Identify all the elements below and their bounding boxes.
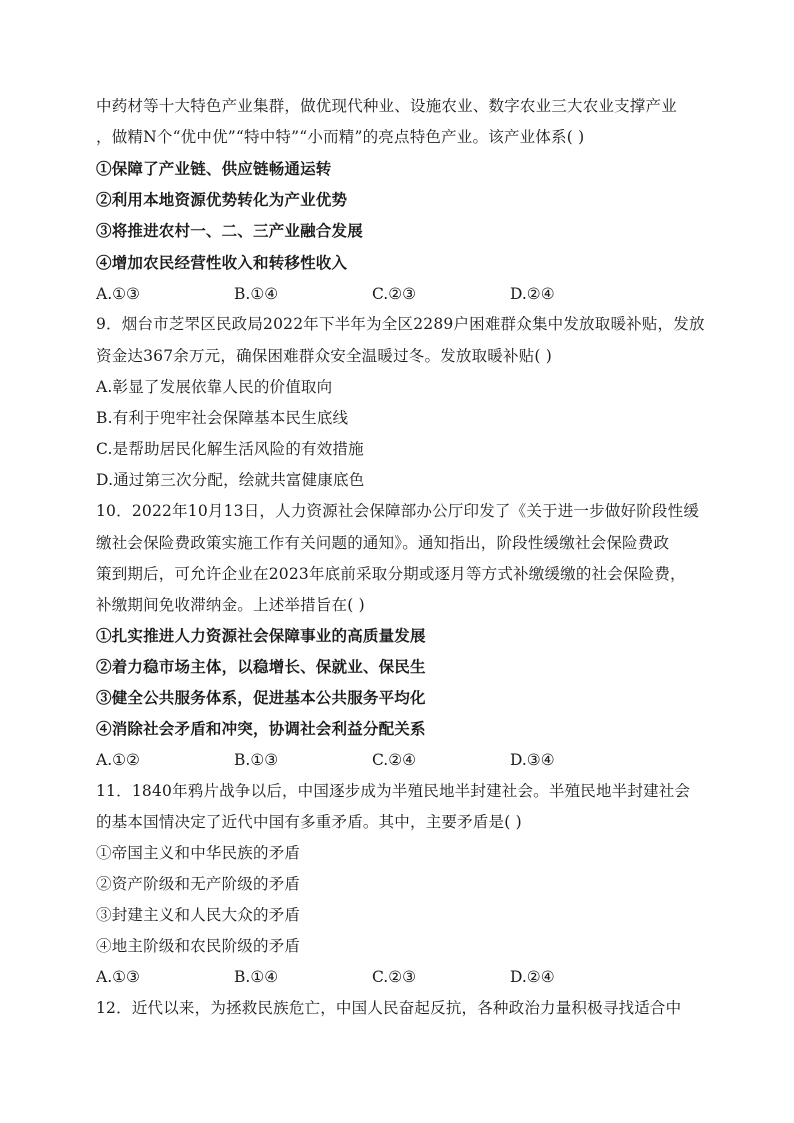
q8-option-d[interactable]: D.②④ [510,285,555,303]
q9-choice-d[interactable]: D.通过第三次分配，绘就共富健康底色 [96,471,365,489]
q10-option-b[interactable]: B.①③ [234,751,279,769]
q10-stem-line-2: 缴社会保险费政策实施工作有关问题的通知》。通知指出，阶段性缓缴社会保险费政 [96,534,670,552]
q8-options [96,284,696,304]
q8-statement-1: ①保障了产业链、供应链畅通运转 [96,159,332,178]
q10-stem-line-4: 补缴期间免收滞纳金。上述举措旨在( ) [96,596,365,614]
q11-option-b[interactable]: B.①④ [234,968,279,986]
q11-stem-line-2: 的基本国情决定了近代中国有多重矛盾。其中，主要矛盾是( ) [96,813,522,831]
q8-stem-line-2: ，做精N个“优中优”“特中特”“小而精”的亮点特色产业。该产业体系( ) [96,128,585,146]
q11-options [96,967,696,987]
q10-statement-3: ③健全公共服务体系，促进基本公共服务平均化 [96,688,426,707]
q8-stem-line-1: 中药材等十大特色产业集群，做优现代种业、设施农业、数字农业三大农业支撑产业 [96,97,677,115]
q11-option-c[interactable]: C.②③ [372,968,417,986]
q8-option-c[interactable]: C.②③ [372,285,417,303]
q11-option-a[interactable]: A.①③ [96,968,140,986]
q10-stem-line-1: 10．2022年10月13日，人力资源社会保障部办公厅印发了《关于进一步做好阶段性缓 [96,502,700,520]
q11-stem-line-1: 11．1840年鸦片战争以后，中国逐步成为半殖民地半封建社会。半殖民地半封建社会 [96,782,691,800]
q9-choice-a[interactable]: A.彰显了发展依靠人民的价值取向 [96,378,333,396]
q10-option-c[interactable]: C.②④ [372,751,417,769]
q10-option-a[interactable]: A.①② [96,751,140,769]
q10-statement-4: ④消除社会矛盾和冲突，协调社会利益分配关系 [96,719,426,738]
q8-statement-3: ③将推进农村一、二、三产业融合发展 [96,221,363,240]
q9-stem-line-1: 9．烟台市芝罘区民政局2022年下半年为全区2289户困难群众集中发放取暖补贴，发放 [96,315,705,333]
q9-stem-line-2: 资金达367余万元，确保困难群众安全温暖过冬。发放取暖补贴( ) [96,347,553,365]
q10-option-d[interactable]: D.③④ [510,751,555,769]
q9-choice-b[interactable]: B.有利于兜牢社会保障基本民生底线 [96,409,349,427]
q8-option-b[interactable]: B.①④ [234,285,279,303]
q11-statement-3: ③封建主义和人民大众的矛盾 [96,906,301,924]
q11-option-d[interactable]: D.②④ [510,968,555,986]
q8-statement-2: ②利用本地资源优势转化为产业优势 [96,190,348,209]
q9-choice-c[interactable]: C.是帮助居民化解生活风险的有效措施 [96,440,364,458]
q11-statement-4: ④地主阶级和农民阶级的矛盾 [96,937,301,955]
q10-stem-line-3: 策到期后，可允许企业在2023年底前采取分期或逐月等方式补缴缓缴的社会保险费， [96,565,686,583]
q10-statement-2: ②着力稳市场主体，以稳增长、保就业、保民生 [96,657,426,676]
q10-statement-1: ①扎实推进人力资源社会保障事业的高质量发展 [96,626,426,645]
q11-statement-2: ②资产阶级和无产阶级的矛盾 [96,875,301,893]
q10-options [96,750,696,770]
q8-option-a[interactable]: A.①③ [96,285,140,303]
q8-statement-4: ④增加农民经营性收入和转移性收入 [96,253,348,272]
q11-statement-1: ①帝国主义和中华民族的矛盾 [96,844,301,862]
q12-stem-line-1: 12．近代以来，为拯救民族危亡，中国人民奋起反抗，各种政治力量积极寻找适合中 [96,999,682,1017]
